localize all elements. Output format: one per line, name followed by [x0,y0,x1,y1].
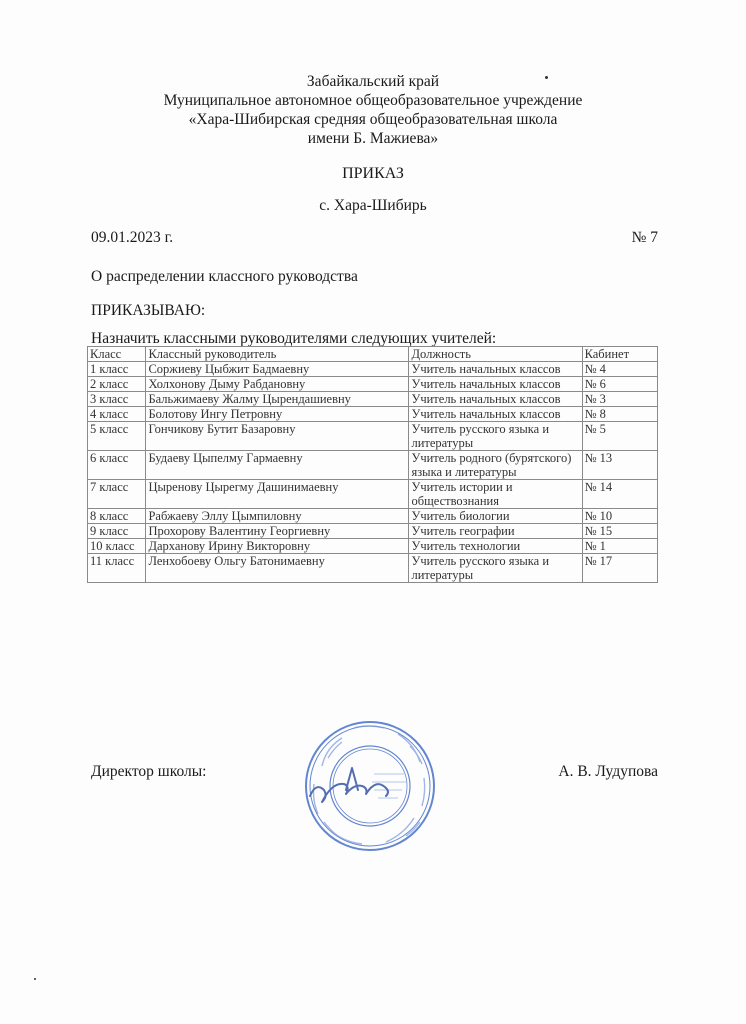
cell-teacher: Бальжимаеву Жалму Цырендашиевну [146,392,409,407]
cell-room: № 4 [582,362,657,377]
cell-position: Учитель технологии [409,539,582,554]
region-line: Забайкальский край [306,73,440,90]
table-row [88,524,658,539]
cell-class: 3 класс [88,392,146,407]
cell-room: № 8 [582,407,657,422]
table-row [88,392,658,407]
document-header [100,72,646,148]
cell-class: 11 класс [88,554,146,583]
table-row [88,407,658,422]
cell-class: 10 класс [88,539,146,554]
cell-teacher: Цыренову Цырегму Дашинимаевну [146,480,409,509]
speck-mark [34,978,36,980]
cell-position: Учитель биологии [409,509,582,524]
table-body [88,362,658,583]
cell-teacher: Будаеву Цыпелму Гармаевну [146,451,409,480]
cell-position: Учитель начальных классов [409,362,582,377]
document-date: 09.01.2023 г. [91,229,174,246]
cell-class: 5 класс [88,422,146,451]
header-teacher: Классный руководитель [146,347,409,362]
organization-line-3: имени Б. Мажиева» [307,130,439,147]
cell-teacher: Гончикову Бутит Базаровну [146,422,409,451]
cell-teacher: Холхонову Дыму Рабдановну [146,377,409,392]
cell-room: № 13 [582,451,657,480]
cell-room: № 1 [582,539,657,554]
document-place: с. Хара-Шибирь [319,197,427,214]
director-label: Директор школы: [91,763,207,780]
table-row [88,422,658,451]
cell-class: 1 класс [88,362,146,377]
cell-class: 7 класс [88,480,146,509]
cell-room: № 6 [582,377,657,392]
cell-room: № 3 [582,392,657,407]
cell-teacher: Соржиеву Цыбжит Бадмаевну [146,362,409,377]
header-class: Класс [88,347,146,362]
cell-teacher: Прохорову Валентину Георгиевну [146,524,409,539]
cell-class: 9 класс [88,524,146,539]
organization-line-1: Муниципальное автономное общеобразовательное учреждение [163,92,583,109]
table-header-row [88,347,658,362]
table-row [88,554,658,583]
cell-room: № 14 [582,480,657,509]
cell-room: № 10 [582,509,657,524]
header-position: Должность [409,347,582,362]
cell-position: Учитель родного (бурятского) языка и литературы [409,451,582,480]
cell-position: Учитель начальных классов [409,377,582,392]
cell-position: Учитель начальных классов [409,407,582,422]
document-number: № 7 [631,229,658,246]
order-word: ПРИКАЗЫВАЮ: [91,302,206,319]
table-row [88,539,658,554]
table-row [88,451,658,480]
table-row [88,362,658,377]
cell-position: Учитель русского языка и литературы [409,422,582,451]
document-subject: О распределении классного руководства [91,268,358,285]
cell-class: 6 класс [88,451,146,480]
document-title: ПРИКАЗ [342,165,404,182]
table-row [88,480,658,509]
speck-mark [545,76,548,79]
cell-teacher: Ленхобоеву Ольгу Батонимаевну [146,554,409,583]
cell-teacher: Дарханову Ирину Викторовну [146,539,409,554]
cell-position: Учитель начальных классов [409,392,582,407]
cell-teacher: Рабжаеву Эллу Цымпиловну [146,509,409,524]
cell-room: № 17 [582,554,657,583]
cell-position: Учитель географии [409,524,582,539]
cell-class: 2 класс [88,377,146,392]
cell-room: № 5 [582,422,657,451]
cell-class: 8 класс [88,509,146,524]
school-seal-stamp [302,718,438,854]
cell-position: Учитель истории и обществознания [409,480,582,509]
assignment-table [87,346,658,583]
cell-teacher: Болотову Ингу Петровну [146,407,409,422]
cell-room: № 15 [582,524,657,539]
assignment-text: Назначить классными руководителями следующих учителей: [91,330,497,347]
header-room: Кабинет [582,347,657,362]
table-row [88,509,658,524]
organization-line-2: «Хара-Шибирская средняя общеобразовательная школа [188,111,558,128]
director-name: А. В. Лудупова [558,763,658,780]
table-row [88,377,658,392]
cell-position: Учитель русского языка и литературы [409,554,582,583]
cell-class: 4 класс [88,407,146,422]
